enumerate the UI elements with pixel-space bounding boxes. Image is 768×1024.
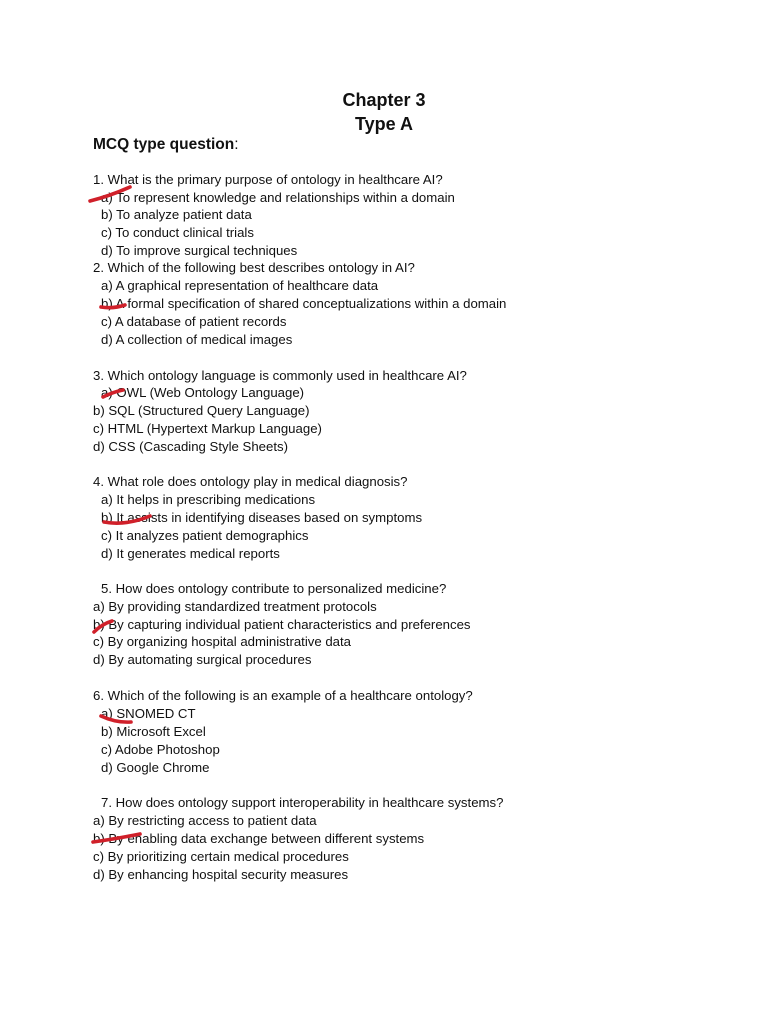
question-7: 7. How does ontology support interoperability in healthcare systems? <box>101 795 504 810</box>
q4-option-d: d) It generates medical reports <box>101 546 280 561</box>
q5-option-d: d) By automating surgical procedures <box>93 652 312 667</box>
question-5: 5. How does ontology contribute to personalized medicine? <box>101 581 447 596</box>
q2-option-c: c) A database of patient records <box>101 314 287 329</box>
q5-option-c: c) By organizing hospital administrative data <box>93 634 352 649</box>
q4-option-c: c) It analyzes patient demographics <box>101 528 309 543</box>
q1-option-c: c) To conduct clinical trials <box>101 225 254 240</box>
question-3: 3. Which ontology language is commonly used in healthcare AI? <box>93 368 467 383</box>
q1-option-d: d) To improve surgical techniques <box>101 243 298 258</box>
chapter-subtitle: Type A <box>354 114 413 134</box>
q7-option-b: b) By enabling data exchange between different systems <box>93 831 425 846</box>
q5-option-b: b) By capturing individual patient characteristics and preferences <box>93 617 471 632</box>
q3-option-b: b) SQL (Structured Query Language) <box>93 403 310 418</box>
q2-option-a: a) A graphical representation of healthcare data <box>101 278 379 293</box>
question-2: 2. Which of the following best describes ontology in AI? <box>93 260 415 275</box>
q4-option-b: b) It assists in identifying diseases based on symptoms <box>101 510 423 525</box>
q6-option-d: d) Google Chrome <box>101 760 210 775</box>
section-label: MCQ type question <box>93 136 235 153</box>
question-1: 1. What is the primary purpose of ontology in healthcare AI? <box>93 172 443 187</box>
q1-option-b: b) To analyze patient data <box>101 207 252 222</box>
q7-option-a: a) By restricting access to patient data <box>93 813 317 828</box>
q6-option-a: a) SNOMED CT <box>101 706 196 721</box>
question-6: 6. Which of the following is an example of a healthcare ontology? <box>93 688 473 703</box>
q2-option-d: d) A collection of medical images <box>101 332 293 347</box>
q3-option-d: d) CSS (Cascading Style Sheets) <box>93 439 288 454</box>
q7-option-d: d) By enhancing hospital security measures <box>93 867 349 882</box>
section-heading <box>93 134 239 156</box>
section-colon: : <box>234 136 239 153</box>
q6-option-c: c) Adobe Photoshop <box>101 742 220 757</box>
q7-option-c: c) By prioritizing certain medical procedures <box>93 849 349 864</box>
chapter-title: Chapter 3 <box>342 90 426 110</box>
q3-option-c: c) HTML (Hypertext Markup Language) <box>93 421 322 436</box>
q1-option-a: a) To represent knowledge and relationships within a domain <box>101 190 455 205</box>
question-4: 4. What role does ontology play in medical diagnosis? <box>93 474 408 489</box>
q3-option-a: a) OWL (Web Ontology Language) <box>101 385 305 400</box>
q6-option-b: b) Microsoft Excel <box>101 724 206 739</box>
q2-option-b: b) A formal specification of shared conceptualizations within a domain <box>101 296 507 311</box>
q5-option-a: a) By providing standardized treatment protocols <box>93 599 377 614</box>
q4-option-a: a) It helps in prescribing medications <box>101 492 316 507</box>
